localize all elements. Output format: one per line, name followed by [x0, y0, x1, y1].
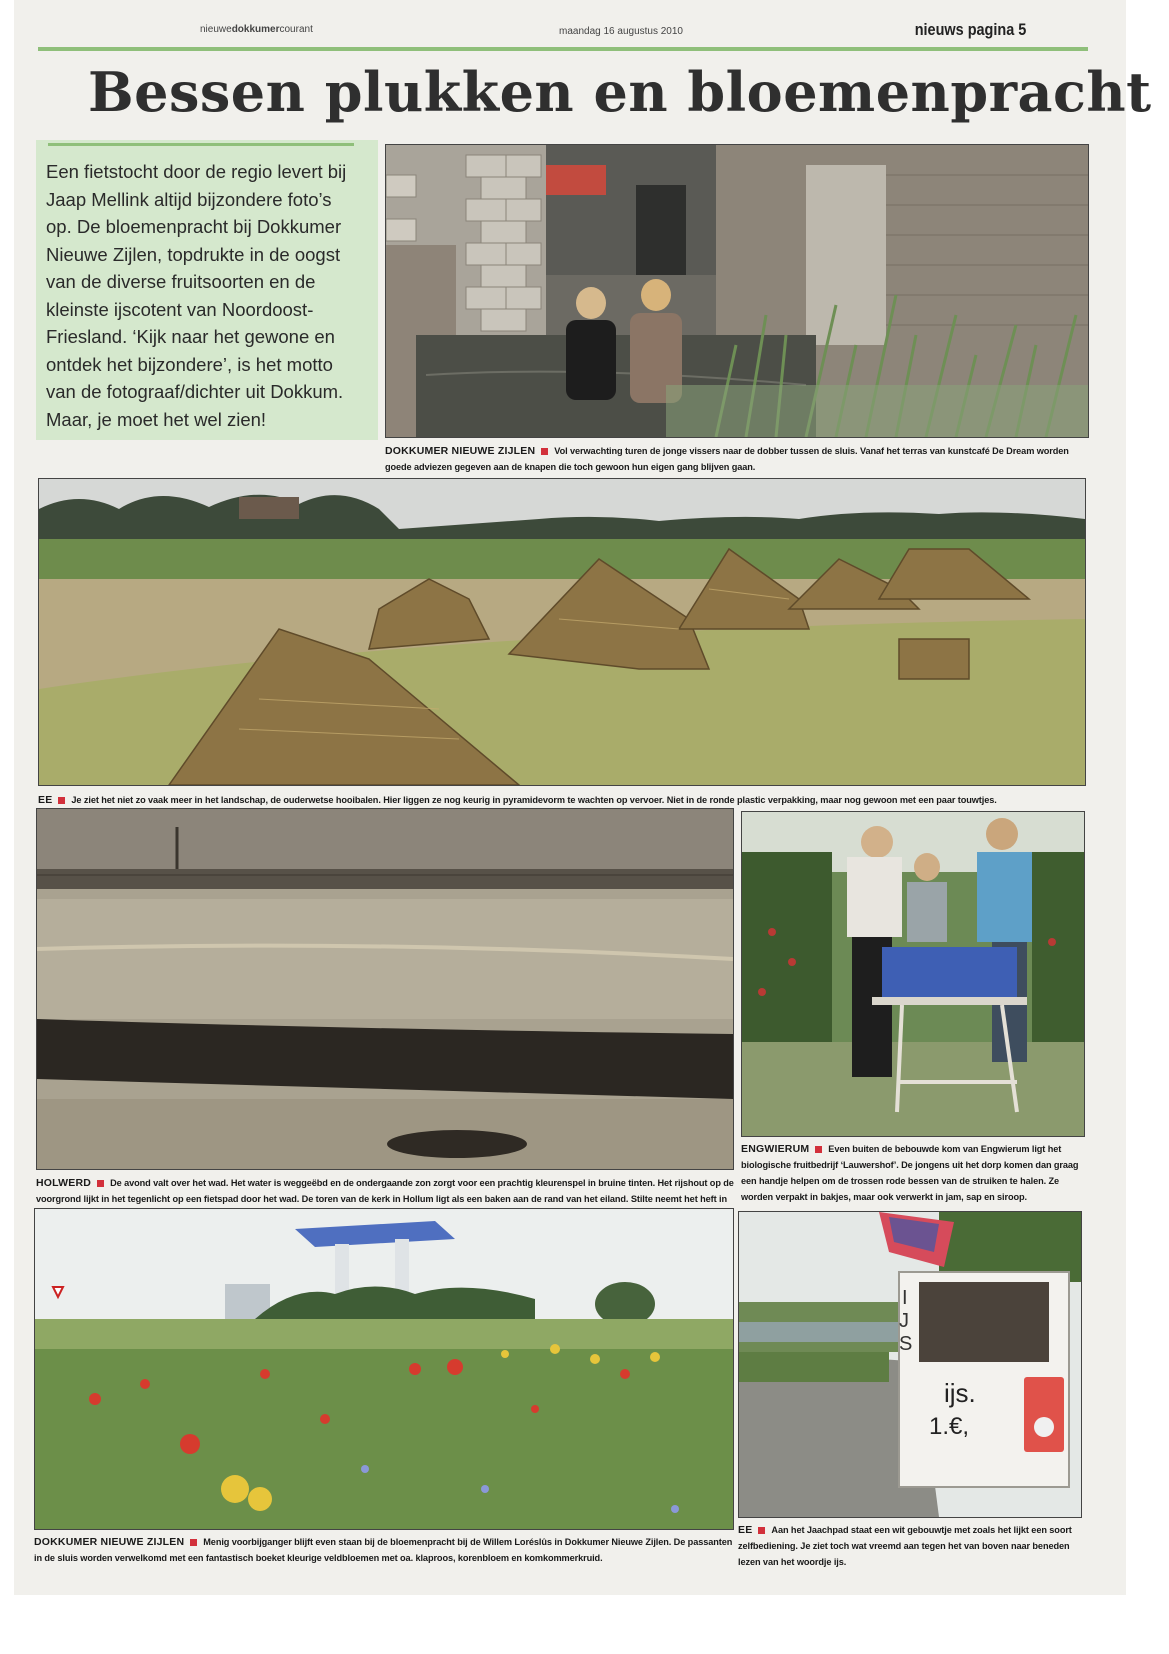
- sign-price-line2: 1.€,: [929, 1413, 970, 1440]
- caption-marker-icon: [758, 1527, 765, 1534]
- paper-name: nieuwedokkumercourant: [200, 24, 313, 35]
- caption-place: DOKKUMER NIEUWE ZIJLEN: [385, 445, 536, 457]
- caption-text: Even buiten de bebouwde kom van Engwierum ligt het biologische fruitbedrijf ‘Lauwershof’. De jongens uit het dorp komen dan graag een handje helpen om de trossen rode bessen van de struiken te halen. Ze worden verpakt in bakjes, maar ook verwerkt in jam, sap en siroop.: [741, 1144, 1079, 1202]
- intro-box: [36, 140, 378, 440]
- photo-hooibalen: [38, 478, 1086, 786]
- photo-bloemen: [34, 1208, 734, 1530]
- caption-place: EE: [38, 794, 53, 806]
- sign-vertical-s: S: [899, 1333, 913, 1355]
- sign-vertical-j: J: [899, 1310, 909, 1332]
- caption-text: De avond valt over het wad. Het water is weggeëbd en de ondergaande zon zorgt voor een prachtig kleurenspel in bruine tinten. Het rijshout op de voorgrond lijkt in het tegenlicht op een fietspad door het wad. De toren van de kerk in Hollum ligt als een baken aan de rand van het eiland. Stilte neemt het heft in: [36, 1178, 734, 1204]
- caption-place: HOLWERD: [36, 1177, 92, 1189]
- caption-marker-icon: [190, 1539, 197, 1546]
- intro-text: Een fietstocht door de regio levert bij Jaap Mellink altijd bijzondere foto’s op. De bloemenpracht bij Dokkumer Nieuwe Zijlen, topdrukte in de oogst van de diverse fruitsoorten en de kleinste ijscotent van Noordoost-Friesland. ‘Kijk naar het gewone en ontdek het bijzondere’, is het motto van de fotograaf/dichter uit Dokkum. Maar, je moet het wel zien!: [46, 161, 347, 430]
- section-page-label: nieuws pagina 5: [914, 20, 1026, 39]
- newspaper-page: [14, 0, 1152, 1595]
- photo-wad: [36, 808, 734, 1170]
- issue-date: maandag 16 augustus 2010: [559, 26, 683, 37]
- caption-text: Je ziet het niet zo vaak meer in het landschap, de ouderwetse hooibalen. Hier liggen ze nog keurig in pyramidevorm te wachten op vervoer. Niet in de ronde plastic verpakking, maar nog gewoon met een paar touwtjes.: [71, 795, 997, 805]
- caption-bessen: [741, 1141, 1087, 1205]
- photo-sluis: [385, 144, 1089, 438]
- photo-ijscotent: [738, 1211, 1082, 1518]
- caption-place: ENGWIERUM: [741, 1143, 810, 1155]
- caption-place: DOKKUMER NIEUWE ZIJLEN: [34, 1536, 185, 1548]
- caption-text: Vol verwachting turen de jonge vissers naar de dobber tussen de sluis. Vanaf het terras van kunstcafé De Dream worden goede adviezen gegeven aan de knapen die toch gewoon hun eigen gang blijven gaan.: [385, 446, 1069, 472]
- caption-hooibalen: [38, 792, 1084, 808]
- caption-ijscotent: [738, 1522, 1084, 1570]
- caption-text: Aan het Jaachpad staat een wit gebouwtje met zoals het lijkt een soort zelfbediening. Je ziet toch wat vreemd aan tegen het van boven naar beneden lezen van het woordje ijs.: [738, 1525, 1072, 1567]
- caption-text: Menig voorbijganger blijft even staan bij de bloemenpracht bij de Willem Loréslûs in Dokkumer Nieuwe Zijlen. De passanten in de sluis worden verwelkomd met een fantastisch boeket kleurige veldbloemen met oa. klaproos, korenbloem en komkommerkruid.: [34, 1537, 733, 1563]
- page-headline: Bessen plukken en bloemenpracht: [88, 60, 1152, 124]
- caption-marker-icon: [815, 1146, 822, 1153]
- masthead-rule: [38, 47, 1088, 51]
- caption-sluis: [385, 443, 1087, 475]
- caption-marker-icon: [58, 797, 65, 804]
- caption-marker-icon: [97, 1180, 104, 1187]
- photo-bessen: [741, 811, 1085, 1137]
- intro-rule: [48, 143, 354, 146]
- caption-marker-icon: [541, 448, 548, 455]
- sign-vertical-i: I: [902, 1287, 908, 1309]
- sign-price-line1: ijs.: [944, 1378, 976, 1408]
- caption-bloemen: [34, 1534, 734, 1566]
- caption-place: EE: [738, 1524, 753, 1536]
